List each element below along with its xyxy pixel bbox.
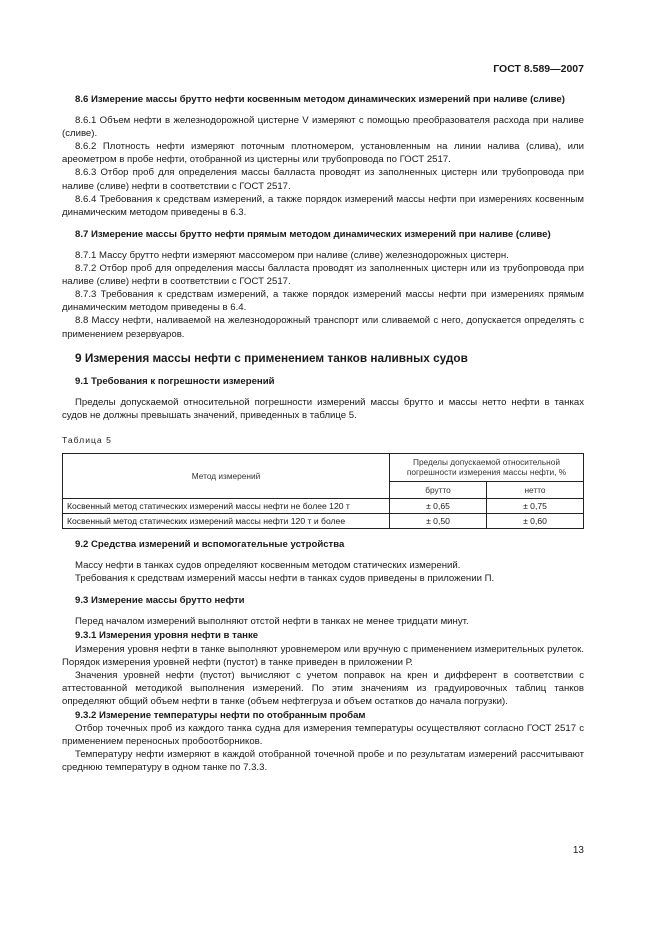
paragraph-9-3-1-b: Значения уровней нефти (пустот) вычисляют с учетом поправок на крен и дифферент в соответствии с аттестованной методикой выполнения измерений. По этим значениям из градуировочных таблиц танков определяют общий объем нефти в танке (объем нефтегруза и объем остатков до начала погрузки). <box>62 669 584 707</box>
section-8-7-heading: 8.7 Измерение массы брутто нефти прямым методом динамических измерений при наливе (сливе) <box>75 228 551 240</box>
section-9-3-heading: 9.3 Измерение массы брутто нефти <box>75 595 245 607</box>
table-row <box>63 513 584 528</box>
table-header-row <box>63 453 584 481</box>
paragraph-9-1: Пределы допускаемой относительной погрешности измерений массы брутто и массы нетто нефти в танках судов не должны превышать значений, приведенных в таблице 5. <box>62 396 584 421</box>
cell-net: ± 0,60 <box>487 513 584 528</box>
cell-method: Косвенный метод статических измерений массы нефти 120 т и более <box>63 513 390 528</box>
table-row <box>63 498 584 513</box>
paragraph-8-7-2: 8.7.2 Отбор проб для определения массы балласта проводят из заполненных цистерн или из трубопровода при наливе (сливе) нефти в соответствии с ГОСТ 2517. <box>62 263 584 288</box>
cell-gross: ± 0,50 <box>390 513 487 528</box>
document-header: ГОСТ 8.589—2007 <box>493 63 584 75</box>
section-9-3-2-heading: 9.3.2 Измерение температуры нефти по отобранным пробам <box>75 710 366 721</box>
paragraph-9-3-2-a: Отбор точечных проб из каждого танка судна для измерения температуры осуществляют согласно ГОСТ 2517 с применением переносных пробоотборников. <box>62 723 584 748</box>
cell-method: Косвенный метод статических измерений массы нефти не более 120 т <box>63 498 390 513</box>
paragraph-8-6-3: 8.6.3 Отбор проб для определения массы балласта проводят из заполненных цистерн или трубопровода при наливе (сливе) нефти в соответствии с ГОСТ 2517. <box>62 167 584 192</box>
column-header-net: нетто <box>487 481 584 498</box>
column-header-method: Метод измерений <box>63 453 390 498</box>
table-5 <box>62 453 584 529</box>
section-8-6-heading: 8.6 Измерение массы брутто нефти косвенным методом динамических измерений при наливе (сливе) <box>75 94 565 105</box>
document-body <box>62 92 584 774</box>
section-9-2-heading: 9.2 Средства измерений и вспомогательные устройства <box>75 538 345 550</box>
paragraph-9-3: Перед началом измерений выполняют отстой нефти в танках не менее тридцати минут. <box>75 616 469 628</box>
paragraph-8-6-4: 8.6.4 Требования к средствам измерений, а также порядок измерений массы нефти при измерениях косвенным динамическим методом приведены в 6.3. <box>62 193 584 218</box>
section-9-3-1-heading: 9.3.1 Измерения уровня нефти в танке <box>75 630 259 642</box>
table-5-caption: Таблица 5 <box>62 434 112 445</box>
paragraph-8-6-2: 8.6.2 Плотность нефти измеряют поточным плотномером, установленным на линии налива (слива), или ареометром в пробе нефти, отобранной из цистерны или трубопровода по ГОСТ 2517. <box>62 141 584 166</box>
section-9-1-heading: 9.1 Требования к погрешности измерений <box>75 375 275 387</box>
paragraph-9-2-1: Массу нефти в танках судов определяют косвенным методом статических измерений. <box>75 560 461 572</box>
cell-net: ± 0,75 <box>487 498 584 513</box>
column-header-gross: брутто <box>390 481 487 498</box>
paragraph-8-7-3: 8.7.3 Требования к средствам измерений, а также порядок измерений массы нефти при измерениях прямым динамическим методом приведены в 6.4. <box>62 289 584 314</box>
paragraph-9-2-2: Требования к средствам измерений массы нефти в танках судов приведены в приложении П. <box>75 573 495 585</box>
paragraph-8-7-1: 8.7.1 Массу брутто нефти измеряют массомером при наливе (сливе) железнодорожных цистерн. <box>75 249 509 261</box>
column-header-limits: Пределы допускаемой относительной погрешности измерения массы нефти, % <box>390 453 584 481</box>
section-9-heading: 9 Измерения массы нефти с применением танков наливных судов <box>75 350 468 365</box>
page-number: 13 <box>572 845 584 856</box>
cell-gross: ± 0,65 <box>390 498 487 513</box>
paragraph-9-3-2-b: Температуру нефти измеряют в каждой отобранной точечной пробе и по результатам измерений рассчитывают среднюю температуру в одном танке по 7.3.3. <box>62 749 584 774</box>
paragraph-8-8: 8.8 Массу нефти, наливаемой на железнодорожный транспорт или сливаемой с него, допускается определять с применением резервуаров. <box>62 315 584 340</box>
paragraph-8-6-1: 8.6.1 Объем нефти в железнодорожной цистерне V измеряют с помощью преобразователя расхода при наливе (сливе). <box>62 115 584 140</box>
paragraph-9-3-1-a: Измерения уровня нефти в танке выполняют уровнемером или вручную с применением измерительных рулеток. Порядок измерения уровней нефти (пустот) в танке приведен в приложении Р. <box>62 643 584 668</box>
